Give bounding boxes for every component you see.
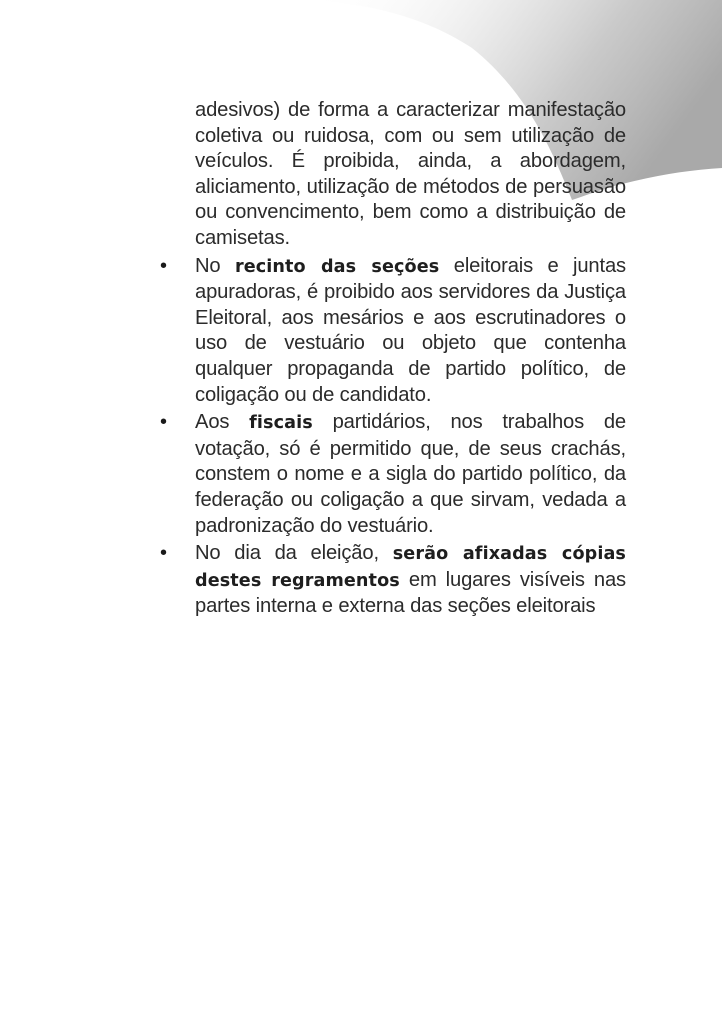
bullet-text bbox=[195, 254, 626, 409]
bullet-rest-text: em lugares visíveis nas partes interna e externa das seções eleitorais bbox=[195, 568, 626, 618]
bullet-item-dia-eleicao bbox=[158, 541, 626, 620]
bullet-text bbox=[195, 410, 626, 539]
page-content bbox=[158, 98, 626, 622]
bullet-rest-text: eleitorais e juntas apuradoras, é proibido aos servidores da Justiça Eleitoral, aos mesários e aos escrutinadores o uso de vestuário ou objeto que contenha qualquer propaganda de partido político, de coligação ou de candidato. bbox=[195, 254, 626, 406]
bullet-lead-text: No bbox=[195, 254, 235, 277]
bullet-text bbox=[195, 541, 626, 620]
bullet-lead-text: Aos bbox=[195, 411, 250, 434]
continuation-paragraph: adesivos) de forma a caracterizar manifestação coletiva ou ruidosa, com ou sem utilização de veículos. É proibida, ainda, a abordagem, aliciamento, utilização de métodos de persuasão ou convencimento, bem como a distribuição de camisetas. bbox=[195, 99, 626, 249]
bullet-bold-text: recinto das seções bbox=[234, 256, 440, 277]
bullet-item-recinto bbox=[158, 254, 626, 409]
bullet-item-fiscais bbox=[158, 410, 626, 539]
bullet-bold-text: fiscais bbox=[249, 413, 313, 434]
bullet-marker: • bbox=[160, 542, 168, 565]
bullet-lead-text: No dia da eleição, bbox=[195, 542, 393, 565]
bullet-marker: • bbox=[160, 411, 168, 434]
bullet-bold-text: serão afixadas cópias destes regramentos bbox=[195, 544, 627, 591]
bullet-rest-text: partidários, nos trabalhos de votação, só é permitido que, de seus crachás, constem o nome e a sigla do partido político, da federação ou coligação a que sirvam, vedada a padronização do vestuário. bbox=[195, 411, 626, 537]
bullet-marker: • bbox=[160, 254, 168, 277]
